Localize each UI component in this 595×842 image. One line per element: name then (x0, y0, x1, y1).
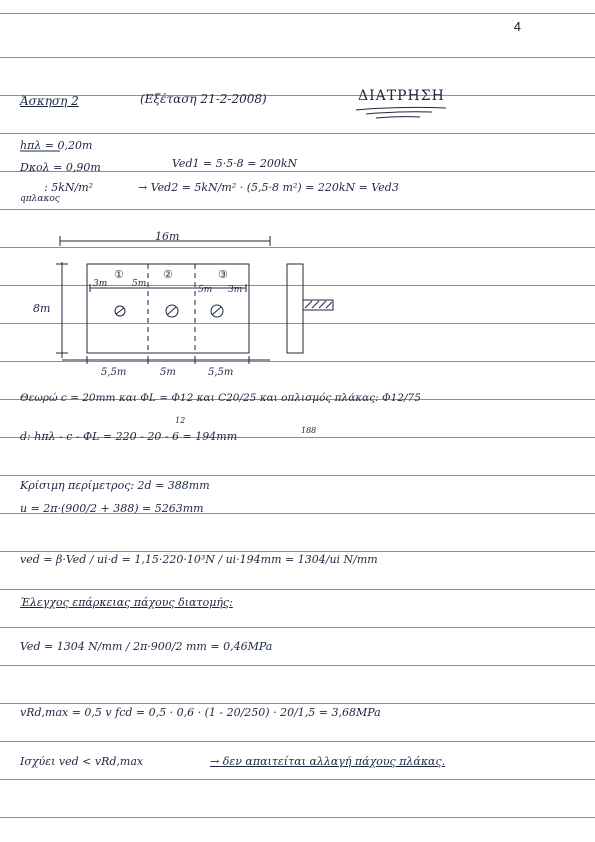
slab-diagram (0, 0, 595, 400)
column-diameter: Dκολ = 0,90m (20, 161, 101, 174)
col-label-1: ① (114, 268, 124, 281)
section-view (287, 264, 303, 353)
page-number: 4 (513, 19, 521, 34)
exercise-title: Άσκηση 2 (20, 94, 79, 108)
dim-top-3: 5m (198, 285, 213, 295)
u-equation: u = 2π·(900/2 + 388) = 5263mm (20, 502, 204, 515)
critical-perimeter: Κρίσιμη περίμετρος: 2d = 388mm (20, 479, 210, 492)
q-label: qπλακος (20, 194, 60, 204)
q-value: : 5kN/m² (44, 181, 94, 194)
dim-top-2: 5m (132, 279, 147, 289)
ved-check: Ved = 1304 N/mm / 2π·900/2 mm = 0,46MPa (20, 640, 273, 653)
topic-title: ΔΙΑΤΡΗΣΗ (358, 88, 445, 104)
assumption-line: Θεωρώ c = 20mm και ΦL = Φ12 και C20/25 και οπλισμός πλάκας: Φ12/75 (20, 392, 421, 404)
d-equation: d: hπλ - c - ΦL = 220 - 20 - 6 = 194mm (20, 430, 238, 443)
slab-thickness: hπλ = 0,20m (20, 139, 93, 152)
annotation-188: 188 (301, 426, 317, 435)
conclusion-condition: Ισχύει ved < vRd,max (20, 755, 144, 768)
col-label-3: ③ (218, 268, 228, 281)
annotation-12: 12 (175, 416, 186, 425)
ved-equation: ved = β·Ved / ui·d = 1,15·220·10³N / ui·194mm = 1304/ui N/mm (20, 553, 378, 566)
ved-two: → Ved2 = 5kN/m² · (5,5·8 m²) = 220kN = Ved3 (138, 181, 399, 194)
ved-one: Ved1 = 5·5·8 = 200kN (172, 157, 298, 170)
height-label: 8m (33, 302, 51, 315)
dim-bottom-3: 5,5m (208, 367, 234, 378)
vrd-equation: vRd,max = 0,5 v fcd = 0,5 · 0,6 · (1 - 20/250) · 20/1,5 = 3,68MPa (20, 706, 381, 719)
dim-bottom-1: 5,5m (101, 367, 127, 378)
exam-date: (Εξέταση 21-2-2008) (140, 92, 267, 106)
dim-top-1: 3m (93, 279, 108, 289)
conclusion-result: → δεν απαιτείται αλλαγή πάχους πλάκας. (210, 755, 446, 768)
width-label: 16m (155, 230, 180, 243)
check-title: Έλεγχος επάρκειας πάχους διατομής: (20, 596, 233, 609)
col-label-2: ② (163, 268, 173, 281)
dim-bottom-2: 5m (160, 367, 176, 378)
dim-top-4: 3m (228, 285, 243, 295)
